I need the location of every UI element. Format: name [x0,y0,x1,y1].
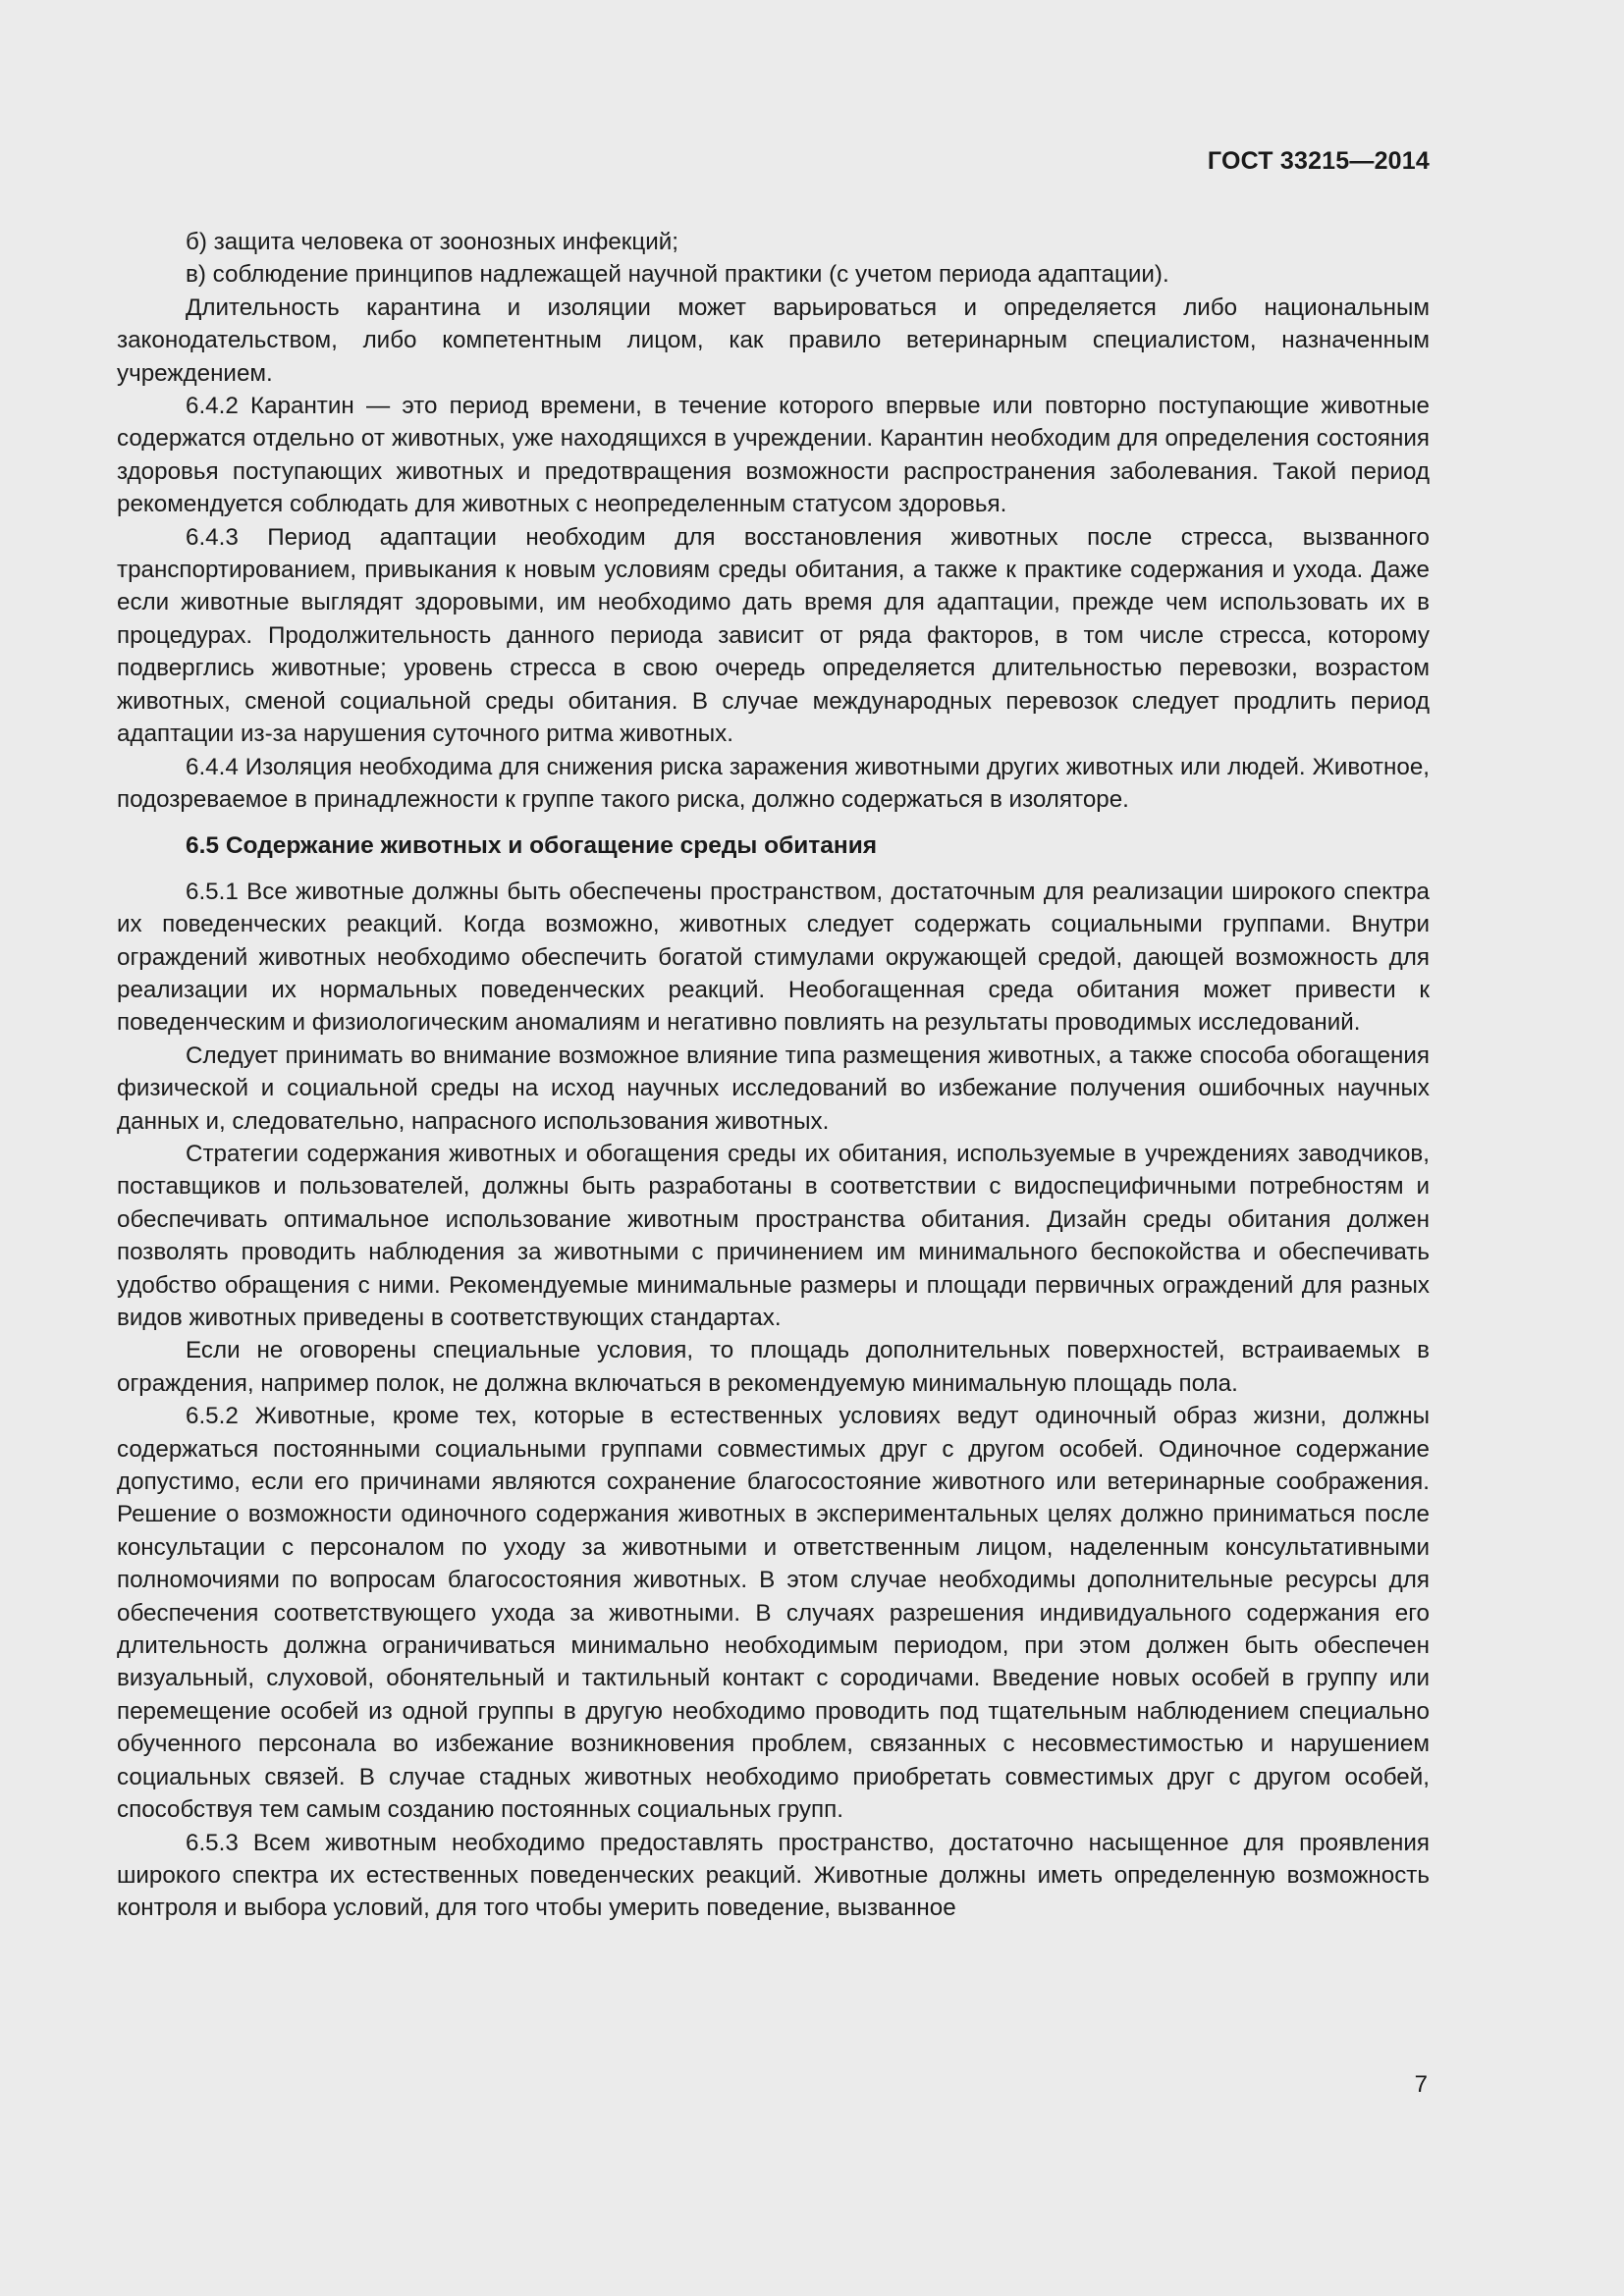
paragraph-6-5-3: 6.5.3 Всем животным необходимо предоставлять пространство, достаточно насыщенное для проявления широкого спектра их естественных поведенческих реакций. Животные должны иметь определенную возможность контроля и выбора условий, для того чтобы умерить поведение, вызванное [117,1829,1430,1922]
paragraph-6-5-1: 6.5.1 Все животные должны быть обеспечены пространством, достаточным для реализации широкого спектра их поведенческих реакций. Когда возможно, животных следует содержать социальными группами. Внутри ограждений животных необходимо обеспечить богатой стимулами окружающей средой, дающей возможность для реализации их нормальных поведенческих реакций. Необогащенная среда обитания может привести к поведенческим и физиологическим аномалиям и негативно повлиять на результаты проводимых исследований. [117,878,1430,1037]
paragraph: Стратегии содержания животных и обогащения среды их обитания, используемые в учреждениях заводчиков, поставщиков и пользователей, должны быть разработаны в соответствии с видоспецифичными потребностям и обеспечивать оптимальное использование животным пространства обитания. Дизайн среды обитания должен позволять проводить наблюдения за животными с причинением им минимального беспокойства и обеспечивать удобство обращения с ними. Рекомендуемые минимальные размеры и площади первичных ограждений для разных видов животных приведены в соответствующих стандартах. [117,1140,1430,1331]
paragraph-6-5-2: 6.5.2 Животные, кроме тех, которые в естественных условиях ведут одиночный образ жизни, должны содержаться постоянными социальными группами совместимых друг с другом особей. Одиночное содержание допустимо, если его причинами являются сохранение благосостояние животного или ветеринарные соображения. Решение о возможности одиночного содержания животных в экспериментальных целях должно приниматься после консультации с персоналом по уходу за животными и ответственным лицом, наделенным консультативными полномочиями по вопросам благосостояния животных. В этом случае необходимы дополнительные ресурсы для обеспечения соответствующего ухода за животными. В случаях разрешения индивидуального содержания его длительность должна ограничиваться минимально необходимым периодом, при этом должен быть обеспечен визуальный, слуховой, обонятельный и тактильный контакт с сородичами. Введение новых особей в группу или перемещение особей из одной группы в другую необходимо проводить под тщательным наблюдением специально обученного персонала во избежание возникновения проблем, связанных с несовместимостью и нарушением социальных связей. В случае стадных животных необходимо приобретать совместимых друг с другом особей, способствуя тем самым созданию постоянных социальных групп. [117,1403,1430,1824]
paragraph: Если не оговорены специальные условия, то площадь дополнительных поверхностей, встраиваемых в ограждения, например полок, не должна включаться в рекомендуемую минимальную площадь пола. [117,1337,1430,1397]
paragraph: б) защита человека от зоонозных инфекций; [186,229,678,255]
paragraph-6-4-4: 6.4.4 Изоляция необходима для снижения риска заражения животными других животных или людей. Животное, подозреваемое в принадлежности к группе такого риска, должно содержаться в изоляторе. [117,753,1430,813]
paragraph-6-4-3: 6.4.3 Период адаптации необходим для восстановления животных после стресса, вызванного транспортированием, привыкания к новым условиям среды обитания, а также к практике содержания и ухода. Даже если животные выглядят здоровыми, им необходимо дать время для адаптации, прежде чем использовать их в процедурах. Продолжительность данного периода зависит от ряда факторов, в том числе стресса, которому подверглись животные; уровень стресса в свою очередь определяется длительностью перевозки, возрастом животных, сменой социальной среды обитания. В случае международных перевозок следует продлить период адаптации из-за нарушения суточного ритма животных. [117,523,1430,748]
paragraph: в) соблюдение принципов надлежащей научной практики (с учетом периода адаптации). [186,261,1169,289]
section-heading-6-5: 6.5 Содержание животных и обогащение среды обитания [186,832,878,860]
standard-header: ГОСТ 33215—2014 [1207,147,1430,175]
paragraph-6-4-2: 6.4.2 Карантин — это период времени, в течение которого впервые или повторно поступающие животные содержатся отдельно от животных, уже находящихся в учреждении. Карантин необходим для определения состояния здоровья поступающих животных и предотвращения возможности распространения заболевания. Такой период рекомендуется соблюдать для животных с неопределенным статусом здоровья. [117,393,1430,518]
paragraph: Следует принимать во внимание возможное влияние типа размещения животных, а также способа обогащения физической и социальной среды на исход научных исследований во избежание получения ошибочных научных данных и, следовательно, напрасного использования животных. [117,1041,1430,1135]
paragraph: Длительность карантина и изоляции может варьироваться и определяется либо национальным законодательством, либо компетентным лицом, как правило ветеринарным специалистом, назначенным учреждением. [117,294,1430,387]
document-body [117,226,1430,1925]
page-number: 7 [1414,2071,1428,2098]
